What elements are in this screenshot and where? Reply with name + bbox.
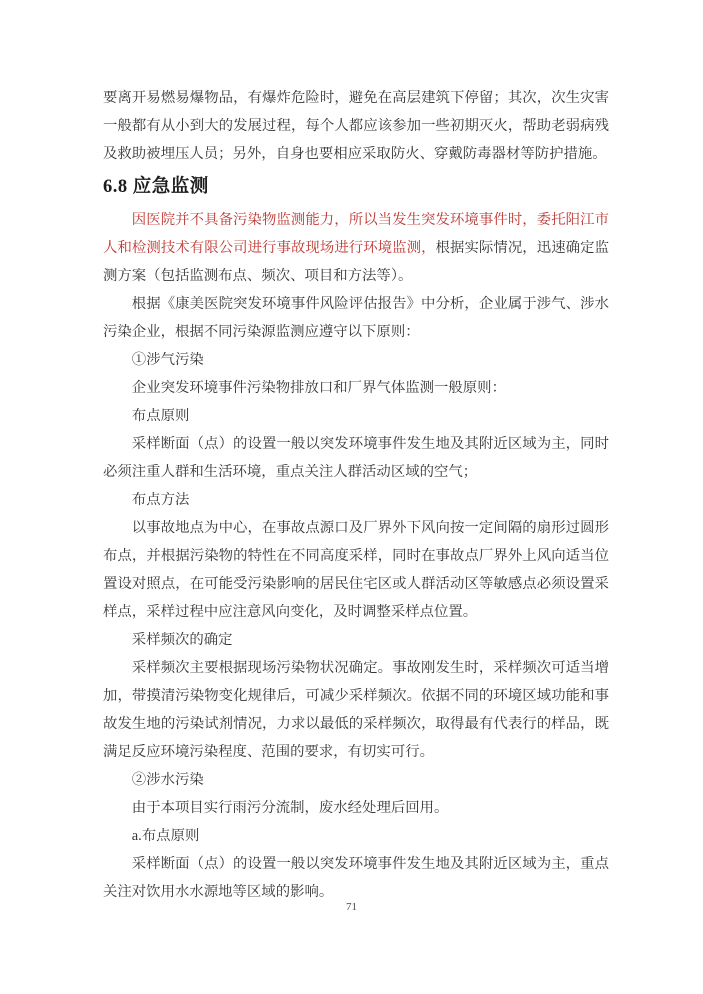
text-run: 采样频次的确定: [131, 632, 233, 648]
paragraph: [103, 654, 609, 766]
page-number: 71: [346, 901, 357, 913]
text-run: 根据实际情况，迅速确定监测方案（包括监测布点、频次、项目和方法等）。: [103, 240, 609, 284]
text-run: 布点原则: [131, 408, 190, 424]
text-run: 根据《康美医院突发环境事件风险评估报告》中分析，企业属于涉气、涉水污染企业，根据不同污染源监测应遵守以下原则：: [103, 296, 609, 340]
text-run: 要离开易燃易爆物品，有爆炸危险时，避免在高层建筑下停留；其次，次生灾害一般都有从小到大的发展过程，每个人都应该参加一些初期灭火，帮助老弱病残及救助被埋压人员；另外，自身也要相应采取防火、穿戴防毒器材等防护措施。: [103, 90, 609, 162]
content-area: [103, 84, 609, 906]
paragraph: [103, 374, 609, 402]
red-text-run: 因医院并不具备污染物监测能力，所以当发生突发环境事件时，委托阳江市人和检测技术有限公司进行事故现场进行环境监测，: [103, 212, 609, 256]
paragraph: [103, 346, 609, 374]
paragraph: [103, 850, 609, 906]
paragraph: [103, 766, 609, 794]
paragraph: [103, 514, 609, 626]
text-run: 以事故地点为中心，在事故点源口及厂界外下风向按一定间隔的扇形过圆形布点，并根据污染物的特性在不同高度采样，同时在事故点厂界外上风向适当位置设对照点，在可能受污染影响的居民住宅区或人群活动区等敏感点必须设置采样点，采样过程中应注意风向变化，及时调整采样点位置。: [103, 520, 609, 620]
paragraph: [103, 822, 609, 850]
text-run: 采样频次主要根据现场污染物状况确定。事故刚发生时，采样频次可适当增加，带摸清污染物变化规律后，可减少采样频次。依据不同的环境区域功能和事故发生地的污染试剂情况，力求以最低的采样频次，取得最有代表行的样品，既满足反应环境污染程度、范围的要求，有切实可行。: [103, 660, 609, 760]
paragraph: [103, 402, 609, 430]
text-run: ②涉水污染: [131, 772, 204, 788]
paragraph: [103, 290, 609, 346]
text-run: 采样断面（点）的设置一般以突发环境事件发生地及其附近区域为主，重点关注对饮用水水源地等区域的影响。: [103, 856, 609, 900]
text-run: 布点方法: [131, 492, 190, 508]
text-run: 采样断面（点）的设置一般以突发环境事件发生地及其附近区域为主，同时必须注重人群和生活环境，重点关注人群活动区域的空气；: [103, 436, 609, 480]
paragraph: [103, 794, 609, 822]
text-run: 企业突发环境事件污染物排放口和厂界气体监测一般原则：: [131, 380, 506, 396]
text-run: ①涉气污染: [131, 352, 204, 368]
paragraph: [103, 486, 609, 514]
text-run: a.布点原则: [131, 828, 200, 844]
text-run: 由于本项目实行雨污分流制，废水经处理后回用。: [131, 800, 449, 816]
paragraph: [103, 206, 609, 290]
section-heading: 6.8 应急监测: [103, 177, 209, 197]
paragraph: [103, 84, 609, 168]
paragraph: [103, 430, 609, 486]
paragraph: [103, 626, 609, 654]
